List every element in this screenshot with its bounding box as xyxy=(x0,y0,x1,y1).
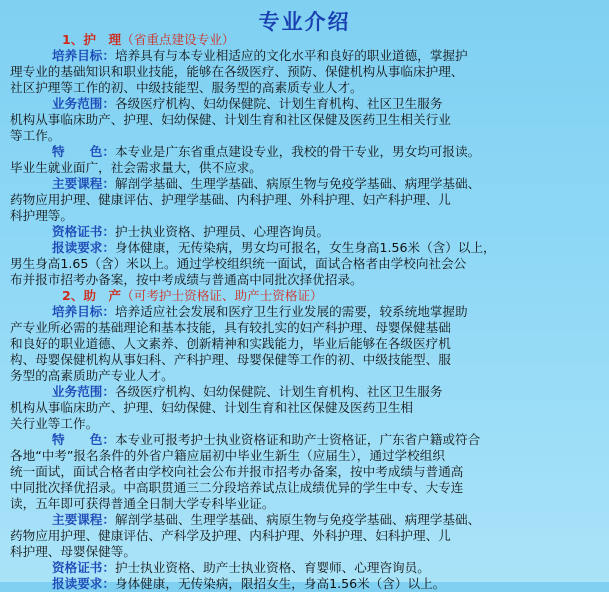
item-text: 各地“中考”报名条件的外省户籍应届初中毕业生新生（应届生），通过学校组织 xyxy=(10,448,445,463)
item-first-line xyxy=(0,224,606,240)
item-text: 护士执业资格、护理员、心理咨询员。 xyxy=(114,224,330,239)
item-continuation-line xyxy=(0,320,606,336)
item-first-line xyxy=(0,240,606,256)
item-continuation-line xyxy=(0,80,606,96)
item-label: 资格证书： xyxy=(52,224,115,239)
item-continuation-line xyxy=(0,464,606,480)
item-text: 读，五年即可获得普通全日制大学专科毕业证。 xyxy=(10,496,275,511)
item-continuation-line xyxy=(0,368,606,384)
item-label: 业务范围： xyxy=(52,96,115,111)
item-text: 本专业可报考护士执业资格证和助产士资格证，广东省户籍或符合 xyxy=(114,432,481,447)
item-text: 产专业所必需的基础理论和基本技能，具有较扎实的妇产科护理、母婴保健基础 xyxy=(10,320,451,335)
item-text: 男生身高1.65（含）米以上。通过学校组织统一面试，面试合格者由学校向社会公 xyxy=(10,256,467,271)
item-label: 主要课程： xyxy=(52,176,115,191)
item-continuation-line xyxy=(0,544,606,560)
item-continuation-line xyxy=(0,336,606,352)
item-first-line xyxy=(0,512,606,528)
item-label: 特 色： xyxy=(52,432,115,447)
item-label: 培养目标： xyxy=(52,304,115,319)
item-continuation-line xyxy=(0,272,606,288)
item-first-line xyxy=(0,48,606,64)
item-text: 身体健康，无传染病，男女均可报名，女生身高1.56米（含）以上， xyxy=(114,240,496,255)
item-text: 培养具有与本专业相适应的文化水平和良好的职业道德，掌握护 xyxy=(114,48,468,63)
item-first-line xyxy=(0,304,606,320)
item-text: 务型的高素质助产专业人才。 xyxy=(10,368,174,383)
item-label: 资格证书： xyxy=(52,560,115,575)
item-continuation-line xyxy=(0,480,606,496)
item-first-line xyxy=(0,384,606,400)
item-text: 各级医疗机构、妇幼保健院、计划生育机构、社区卫生服务 xyxy=(114,96,443,111)
section-heading xyxy=(0,32,606,48)
item-continuation-line xyxy=(0,416,606,432)
page-title: 专业介绍 xyxy=(258,10,351,34)
item-text: 各级医疗机构、妇幼保健院、计划生育机构、社区卫生服务 xyxy=(114,384,443,399)
item-continuation-line xyxy=(0,448,606,464)
item-text: 社区护理等工作的初、中级技能型、服务型的高素质专业人才。 xyxy=(10,80,363,95)
item-first-line xyxy=(0,176,606,192)
item-first-line xyxy=(0,96,606,112)
section-note: （可考护士资格证、助产士资格证） xyxy=(121,288,323,303)
item-continuation-line xyxy=(0,528,606,544)
item-text: 科护理、母婴保健等。 xyxy=(10,544,136,559)
item-text: 解剖学基础、生理学基础、病原生物与免疫学基础、病理学基础、 xyxy=(114,512,481,527)
item-first-line xyxy=(0,144,606,160)
section-heading xyxy=(0,288,606,304)
item-continuation-line xyxy=(0,496,606,512)
item-text: 布并报市招考办备案，按中考成绩与普通高中同批次择优招录。 xyxy=(10,272,363,287)
item-text: 关行业等工作。 xyxy=(10,416,99,431)
item-continuation-line xyxy=(0,64,606,80)
content-body xyxy=(0,32,609,592)
item-text: 本专业是广东省重点建设专业，我校的骨干专业，男女均可报读。 xyxy=(114,144,481,159)
item-text: 理专业的基础知识和职业技能，能够在各级医疗、预防、保健机构从事临床护理、 xyxy=(10,64,464,79)
item-text: 机构从事临床助产、护理、妇幼保健、计划生育和社区保健及医药卫生相关行业 xyxy=(10,112,451,127)
item-first-line xyxy=(0,560,606,576)
item-continuation-line xyxy=(0,208,606,224)
item-continuation-line xyxy=(0,160,606,176)
item-continuation-line xyxy=(0,400,606,416)
item-text: 中同批次择优招录。中高职贯通三二分段培养试点让成绩优异的学生中专、大专连 xyxy=(10,480,464,495)
item-text: 和良好的职业道德、人文素养、创新精神和实践能力，毕业后能够在各级医疗机 xyxy=(10,336,451,351)
item-text: 统一面试，面试合格者由学校向社会公布并报市招考办备案，按中考成绩与普通高 xyxy=(10,464,464,479)
item-first-line xyxy=(0,432,606,448)
item-text: 培养适应社会发展和医疗卫生行业发展的需要，较系统地掌握助 xyxy=(114,304,468,319)
section-note: （省重点建设专业） xyxy=(121,32,235,47)
item-first-line xyxy=(0,576,606,592)
item-label: 培养目标： xyxy=(52,48,115,63)
section-number: 2、 xyxy=(62,288,84,303)
item-text: 身体健康，无传染病，限招女生，身高1.56米（含）以上。 xyxy=(114,576,446,591)
item-text: 构、母婴保健机构从事妇科、产科护理、母婴保健等工作的初、中级技能型、服 xyxy=(10,352,451,367)
item-text: 科护理等。 xyxy=(10,208,73,223)
item-label: 报读要求： xyxy=(52,240,115,255)
item-continuation-line xyxy=(0,128,606,144)
item-label: 特 色： xyxy=(52,144,115,159)
section-name: 助 产 xyxy=(83,288,122,303)
section-name: 护 理 xyxy=(83,32,122,47)
item-text: 护士执业资格、助产士执业资格、育婴师、心理咨询员。 xyxy=(114,560,430,575)
item-text: 解剖学基础、生理学基础、病原生物与免疫学基础、病理学基础、 xyxy=(114,176,481,191)
item-continuation-line xyxy=(0,112,606,128)
item-label: 主要课程： xyxy=(52,512,115,527)
item-continuation-line xyxy=(0,256,606,272)
item-continuation-line xyxy=(0,192,606,208)
item-text: 药物应用护理、健康评估、产科学及护理、内科护理、外科护理、妇科护理、儿 xyxy=(10,528,451,543)
item-label: 业务范围： xyxy=(52,384,115,399)
item-label: 报读要求： xyxy=(52,576,115,591)
section-number: 1、 xyxy=(62,32,84,47)
item-text: 等工作。 xyxy=(10,128,61,143)
item-text: 药物应用护理、健康评估、护理学基础、内科护理、外科护理、妇产科护理、儿 xyxy=(10,192,451,207)
item-continuation-line xyxy=(0,352,606,368)
item-text: 机构从事临床助产、护理、妇幼保健、计划生育和社区保健及医药卫生相 xyxy=(10,400,413,415)
item-text: 毕业生就业面广，社会需求量大，供不应求。 xyxy=(10,160,262,175)
